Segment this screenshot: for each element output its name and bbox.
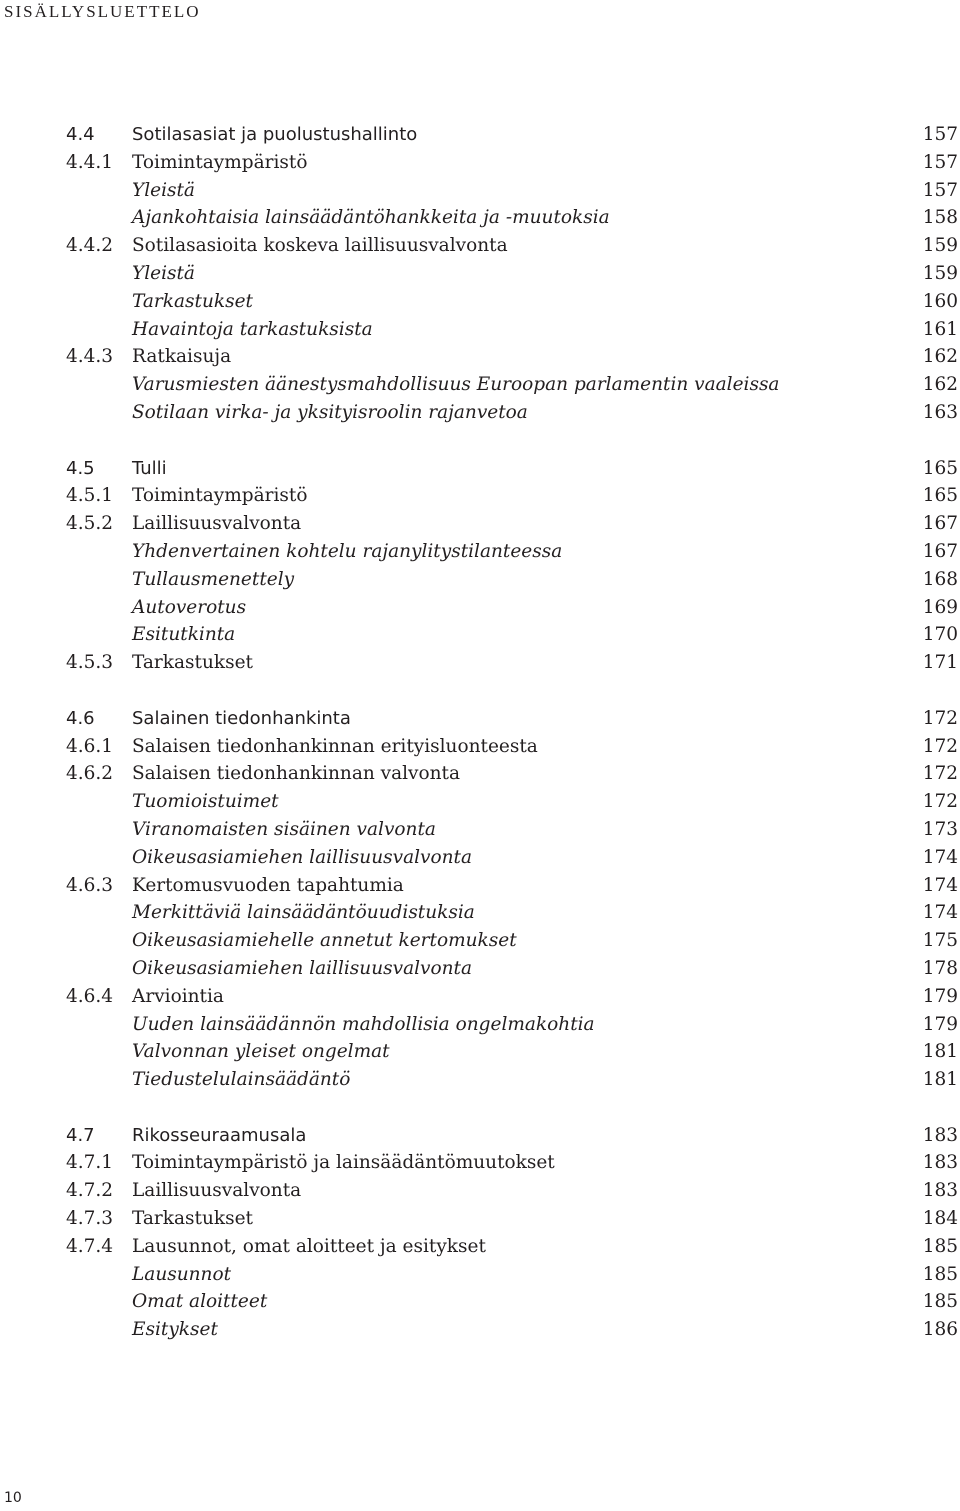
toc-entry-number: 4.7.3 (66, 1208, 114, 1230)
toc-entry-number: 4.7.1 (66, 1152, 114, 1174)
toc-entry (0, 232, 960, 260)
toc-entry-page: 169 (922, 596, 958, 618)
toc-entry (0, 510, 960, 538)
toc-entry-number: 4.7 (66, 1124, 95, 1146)
toc-entry-title: Tarkastukset (132, 1208, 253, 1230)
toc-entry (0, 538, 960, 566)
toc-entry-page: 163 (922, 401, 958, 423)
toc-entry-title: Uuden lainsäädännön mahdollisia ongelmakohtia (132, 1013, 595, 1035)
toc-entry-number: 4.4.3 (66, 346, 114, 368)
toc-entry-title: Tuomioistuimet (132, 791, 279, 813)
toc-entry-page: 167 (922, 513, 958, 535)
toc-entry-page: 186 (922, 1319, 958, 1341)
toc-entry-page: 172 (922, 791, 958, 813)
toc-entry-title: Valvonnan yleiset ongelmat (132, 1041, 390, 1063)
toc-entry (0, 816, 960, 844)
toc-entry-number: 4.5.3 (66, 652, 114, 674)
toc-entry-page: 179 (922, 1013, 958, 1035)
toc-entry-page: 170 (922, 624, 958, 646)
toc-entry-title: Tarkastukset (132, 290, 253, 312)
toc-entry-page: 171 (922, 652, 958, 674)
toc-entry-page: 159 (922, 235, 958, 257)
toc-entry-title: Oikeusasiamiehen laillisuusvalvonta (132, 846, 472, 868)
toc-entry-page: 157 (922, 179, 958, 201)
toc-entry-title: Sotilaan virka- ja yksityisroolin rajanvetoa (132, 401, 528, 423)
toc-entry-page: 185 (922, 1263, 958, 1285)
toc-entry-title: Toimintaympäristö ja lainsäädäntömuutokset (132, 1152, 555, 1174)
toc-entry-page: 185 (922, 1235, 958, 1257)
toc-entry (0, 1149, 960, 1177)
toc-entry-number: 4.6.4 (66, 985, 114, 1007)
toc-entry (0, 1233, 960, 1261)
toc-entry-number: 4.5.1 (66, 485, 114, 507)
toc-entry (0, 566, 960, 594)
running-header: SISÄLLYSLUETTELO (4, 2, 201, 21)
toc-entry-page: 181 (922, 1069, 958, 1091)
toc-entry-page: 168 (922, 568, 958, 590)
toc-entry-page: 157 (922, 124, 958, 145)
toc-entry (0, 121, 960, 149)
toc-entry (0, 927, 960, 955)
toc-entry-title: Esitutkinta (132, 624, 236, 646)
toc-entry-title: Lausunnot (132, 1263, 232, 1285)
table-of-contents (0, 121, 960, 1344)
toc-entry-title: Sotilasasiat ja puolustushallinto (132, 124, 418, 145)
toc-entry-number: 4.6.3 (66, 874, 114, 896)
toc-entry-title: Ajankohtaisia lainsäädäntöhankkeita ja -muutoksia (132, 207, 610, 229)
toc-entry-number: 4.7.2 (66, 1180, 114, 1202)
toc-entry-title: Havaintoja tarkastuksista (132, 318, 373, 340)
toc-entry (0, 955, 960, 983)
toc-entry-title: Arviointia (132, 985, 224, 1007)
toc-entry-page: 179 (922, 985, 958, 1007)
toc-entry (0, 1122, 960, 1150)
toc-entry-title: Tulli (132, 457, 167, 479)
toc-entry (0, 399, 960, 427)
toc-entry (0, 760, 960, 788)
toc-entry-title: Tullausmenettely (132, 568, 295, 590)
toc-entry (0, 260, 960, 288)
toc-entry-page: 185 (922, 1291, 958, 1313)
toc-entry (0, 455, 960, 483)
toc-entry-number: 4.4.2 (66, 235, 114, 257)
toc-entry-page: 174 (922, 846, 958, 868)
toc-entry (0, 844, 960, 872)
toc-entry (0, 204, 960, 232)
toc-entry-page: 175 (922, 930, 958, 952)
toc-entry-title: Yhdenvertainen kohtelu rajanylitystilanteessa (132, 540, 563, 562)
toc-entry (0, 649, 960, 677)
toc-entry (0, 482, 960, 510)
toc-entry-title: Kertomusvuoden tapahtumia (132, 874, 404, 896)
toc-entry (0, 1038, 960, 1066)
toc-entry (0, 371, 960, 399)
toc-entry (0, 1316, 960, 1344)
toc-entry-page: 165 (922, 457, 958, 479)
toc-entry (0, 1205, 960, 1233)
toc-entry-title: Esitykset (132, 1319, 218, 1341)
toc-entry-title: Laillisuusvalvonta (132, 513, 302, 535)
toc-entry-number: 4.6 (66, 707, 95, 729)
toc-entry (0, 899, 960, 927)
toc-entry-number: 4.6.2 (66, 763, 114, 785)
toc-entry (0, 1288, 960, 1316)
toc-entry-page: 184 (922, 1208, 958, 1230)
toc-entry-title: Toimintaympäristö (132, 485, 308, 507)
toc-entry-page: 172 (922, 707, 958, 729)
toc-entry-title: Salaisen tiedonhankinnan valvonta (132, 763, 461, 785)
toc-entry (0, 872, 960, 900)
toc-entry (0, 621, 960, 649)
toc-entry (0, 1066, 960, 1094)
toc-entry-title: Merkittäviä lainsäädäntöuudistuksia (132, 902, 475, 924)
toc-entry-number: 4.4 (66, 124, 95, 145)
toc-entry-title: Yleistä (132, 179, 195, 201)
toc-entry (0, 733, 960, 761)
toc-entry (0, 705, 960, 733)
toc-entry-title: Oikeusasiamiehelle annetut kertomukset (132, 930, 517, 952)
toc-entry-title: Oikeusasiamiehen laillisuusvalvonta (132, 957, 472, 979)
toc-entry-title: Autoverotus (132, 596, 247, 618)
toc-entry-page: 160 (922, 290, 958, 312)
toc-entry-title: Rikosseuraamusala (132, 1124, 307, 1146)
toc-entry (0, 316, 960, 344)
toc-entry-number: 4.7.4 (66, 1235, 114, 1257)
toc-entry (0, 1261, 960, 1289)
toc-entry-number: 4.6.1 (66, 735, 114, 757)
toc-entry (0, 343, 960, 371)
toc-entry-title: Laillisuusvalvonta (132, 1180, 302, 1202)
toc-entry-page: 172 (922, 735, 958, 757)
toc-entry-title: Salainen tiedonhankinta (132, 707, 351, 729)
toc-entry-page: 181 (922, 1041, 958, 1063)
toc-entry-page: 167 (922, 540, 958, 562)
toc-entry-page: 172 (922, 763, 958, 785)
toc-entry (0, 1177, 960, 1205)
toc-entry-title: Tarkastukset (132, 652, 253, 674)
toc-entry-title: Tiedustelulainsäädäntö (132, 1069, 351, 1091)
toc-entry (0, 594, 960, 622)
toc-entry-number: 4.5 (66, 457, 95, 479)
toc-entry-page: 165 (922, 485, 958, 507)
toc-entry-title: Varusmiesten äänestysmahdollisuus Euroopan parlamentin vaaleissa (132, 374, 780, 396)
toc-entry-page: 162 (922, 346, 958, 368)
toc-entry-page: 161 (922, 318, 958, 340)
toc-entry-title: Lausunnot, omat aloitteet ja esitykset (132, 1235, 486, 1257)
toc-entry (0, 149, 960, 177)
toc-entry (0, 788, 960, 816)
toc-entry-page: 162 (922, 374, 958, 396)
toc-entry-title: Viranomaisten sisäinen valvonta (132, 818, 436, 840)
toc-entry-title: Toimintaympäristö (132, 151, 308, 173)
toc-entry-page: 157 (922, 151, 958, 173)
toc-entry-title: Sotilasasioita koskeva laillisuusvalvonta (132, 235, 508, 257)
toc-entry-page: 174 (922, 902, 958, 924)
toc-entry (0, 1011, 960, 1039)
toc-entry-page: 178 (922, 957, 958, 979)
toc-entry-number: 4.4.1 (66, 151, 114, 173)
toc-entry-page: 183 (922, 1180, 958, 1202)
toc-entry-page: 158 (922, 207, 958, 229)
toc-entry (0, 177, 960, 205)
toc-entry-page: 183 (922, 1124, 958, 1146)
toc-entry (0, 288, 960, 316)
toc-entry-page: 159 (922, 262, 958, 284)
toc-entry (0, 983, 960, 1011)
toc-entry-page: 174 (922, 874, 958, 896)
toc-entry-page: 173 (922, 818, 958, 840)
toc-entry-number: 4.5.2 (66, 513, 114, 535)
toc-entry-page: 183 (922, 1152, 958, 1174)
toc-entry-title: Salaisen tiedonhankinnan erityisluonteesta (132, 735, 538, 757)
toc-entry-title: Ratkaisuja (132, 346, 232, 368)
page-number: 10 (4, 1490, 22, 1506)
toc-entry-title: Yleistä (132, 262, 195, 284)
toc-entry-title: Omat aloitteet (132, 1291, 268, 1313)
